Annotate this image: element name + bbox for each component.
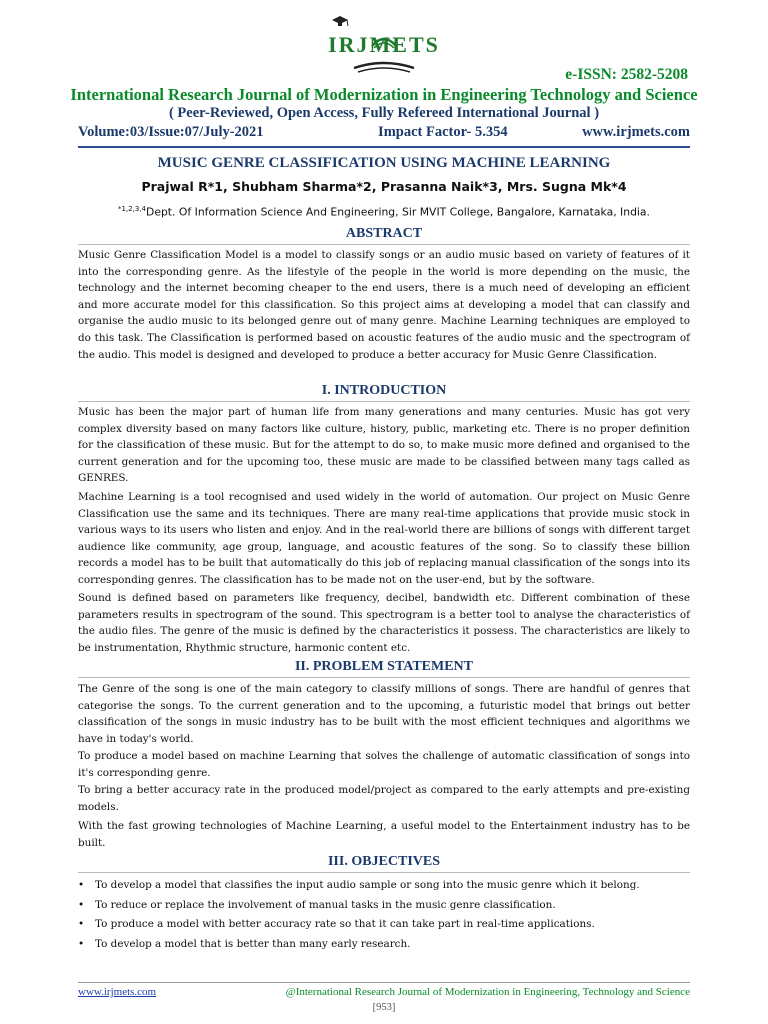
journal-title: International Research Journal of Modernization in Engineering Technology and Science bbox=[70, 85, 698, 104]
footer-divider bbox=[78, 982, 690, 983]
objectives-list bbox=[78, 876, 690, 954]
problem-statement-divider bbox=[78, 677, 690, 678]
problem-statement-heading: II. PROBLEM STATEMENT bbox=[294, 659, 473, 674]
list-item: • To produce a model with better accuracy rate so that it can take part in real-time applications. bbox=[78, 915, 690, 935]
impact-factor: Impact Factor- 5.354 bbox=[378, 124, 508, 140]
abstract-text: Music Genre Classification Model is a model to classify songs or an audio music based on variety of features of it into the corresponding genre. As the lifestyle of the people in the world is more depending on the music, the technology and the internet becoming cheaper to the end users, there is a much need of developing an efficient and more accurate model for this classification. So this project aims at developing a model that can classify and organise the audio music to its belonged genre out of many genre. Machine Learning techniques are employed to do this task. The Classification is performed based on acoustic features of the audio music and the spectrogram of the audio. This model is designed and developed to produce a better accuracy for Music Genre Classification. bbox=[78, 249, 690, 361]
abstract-heading: ABSTRACT bbox=[345, 226, 423, 241]
logo-wordmark: IRJMETS bbox=[328, 32, 440, 57]
footer-website-link[interactable]: www.irjmets.com bbox=[78, 986, 157, 998]
introduction-paragraph-3: Sound is defined based on parameters like frequency, decibel, bandwidth etc. Different combination of these parameters results in spectrogram of the sound. This spectrogram is a better tool to analyse the characteristics of the audio files. The genre of the music is defined by the characteristics it possess. The characteristics are likely to be instrumentation, Rhythmic structure, harmonic content etc. bbox=[78, 592, 690, 654]
problem-paragraph-1: The Genre of the song is one of the main category to classify millions of songs. There are handful of genres that categorise the songs. To the current generation and to the upcoming, a futuristic model that brings out better classification of the songs in music industry has to be built with the most efficient techniques and algorithms we have in today's world. bbox=[78, 683, 690, 745]
journal-logo bbox=[314, 12, 454, 80]
problem-paragraph-2: To produce a model based on machine Learning that solves the challenge of automatic classification of songs into it's corresponding genre. bbox=[78, 750, 690, 779]
objectives-heading: III. OBJECTIVES bbox=[327, 854, 441, 869]
list-item: • To develop a model that classifies the input audio sample or song into the music genre which it belong. bbox=[78, 876, 690, 896]
affiliation-text: Dept. Of Information Science And Engineering, Sir MVIT College, Bangalore, Karnataka, India. bbox=[146, 205, 650, 219]
introduction-divider bbox=[78, 401, 690, 402]
introduction-paragraph-1: Music has been the major part of human life from many generations and many centuries. Music has got very complex diversity based on many factors like culture, history, public, marketing etc. There is no proper definition for the classification of these music. But for the attempt to do so, to make music more defined and organised to the current generation and for the upcoming too, these music are made to be classified between many tags called as GENRES. bbox=[78, 406, 690, 485]
page-number: [953] bbox=[372, 1002, 396, 1013]
problem-paragraph-3: To bring a better accuracy rate in the produced model/project as compared to the early attempts and pre-existing models. bbox=[78, 784, 690, 813]
introduction-heading: I. INTRODUCTION bbox=[321, 383, 447, 398]
volume-issue: Volume:03/Issue:07/July-2021 bbox=[78, 124, 264, 140]
bullet-icon: • bbox=[78, 937, 85, 950]
eissn: e-ISSN: 2582-5208 bbox=[565, 66, 688, 83]
bullet-icon: • bbox=[78, 879, 85, 891]
bullet-icon: • bbox=[78, 918, 85, 930]
footer-copyright: @International Research Journal of Modernization in Engineering, Technology and Science bbox=[285, 986, 690, 998]
problem-paragraph-4: With the fast growing technologies of Machine Learning, a useful model to the Entertainment industry has to be built. bbox=[78, 820, 690, 849]
list-item: • To develop a model that is better than many early research. bbox=[78, 935, 690, 955]
objectives-divider bbox=[78, 872, 690, 873]
list-item: • To reduce or replace the involvement of manual tasks in the music genre classification. bbox=[78, 896, 690, 916]
journal-meta-row bbox=[78, 124, 690, 141]
introduction-paragraph-2: Machine Learning is a tool recognised and used widely in the world of automation. Our project on Music Genre Classification use the same and its techniques. There are many real-time applications that provide music stock in various ways to its users who listen and enjoy. And in the real-world there are billions of songs with different target audience like community, age group, language, and acoustic features of the song. So to classify these billion records a model has to be built that automatically do this job of replacing manual classification of the songs into its corresponding genres. The classification has to be made not on the user-end, but by the software. bbox=[78, 491, 690, 586]
affiliation bbox=[0, 205, 768, 219]
affiliation-superscript: *1,2,3,4 bbox=[118, 205, 146, 213]
header-divider bbox=[78, 146, 690, 148]
peer-review-note: ( Peer-Reviewed, Open Access, Fully Refereed International Journal ) bbox=[168, 105, 600, 121]
header-website-link[interactable]: www.irjmets.com bbox=[582, 124, 690, 140]
paper-title: MUSIC GENRE CLASSIFICATION USING MACHINE LEARNING bbox=[157, 155, 611, 171]
authors: Prajwal R*1, Shubham Sharma*2, Prasanna Naik*3, Mrs. Sugna Mk*4 bbox=[141, 179, 627, 194]
bullet-icon: • bbox=[78, 898, 85, 911]
abstract-divider bbox=[78, 244, 690, 245]
